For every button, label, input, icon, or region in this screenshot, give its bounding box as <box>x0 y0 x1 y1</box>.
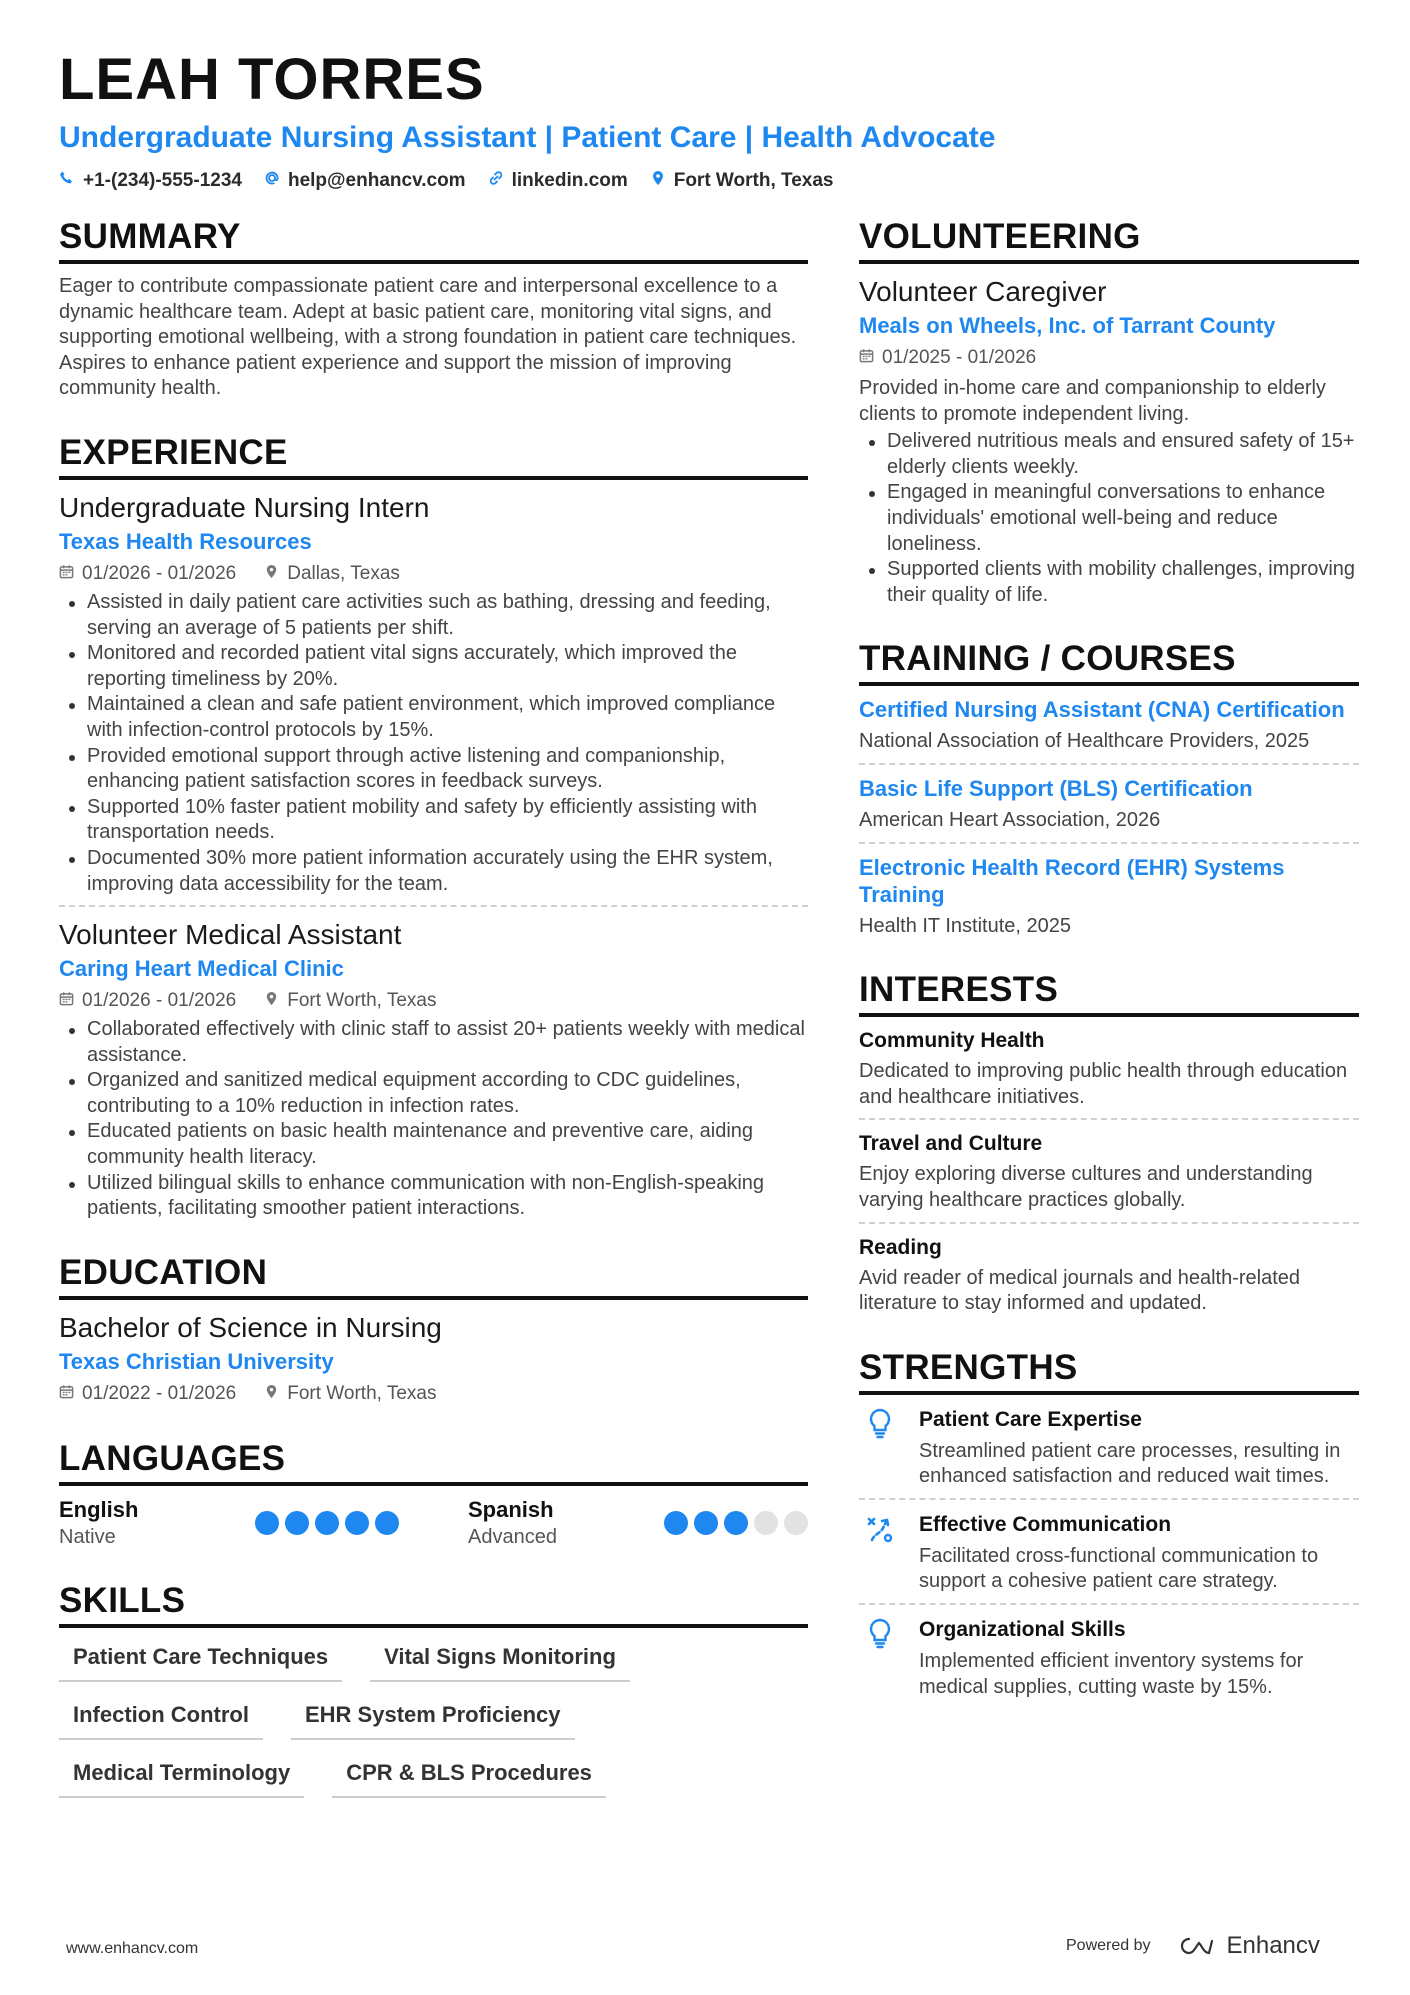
date-range <box>59 987 236 1015</box>
contact-location <box>650 170 834 192</box>
course-item <box>859 696 1359 755</box>
skill-tag: Patient Care Techniques <box>59 1638 342 1682</box>
volunteer-role: Volunteer Caregiver <box>859 276 1107 307</box>
strategy-icon <box>859 1510 901 1595</box>
section-title: VOLUNTEERING <box>859 216 1359 264</box>
bullet-item: Organized and sanitized medical equipment according to CDC guidelines, contributing to a 10% reduction in infection rates. <box>59 1068 808 1119</box>
strengths-section <box>859 1347 1359 1701</box>
course-name: Certified Nursing Assistant (CNA) Certification <box>859 697 1345 723</box>
employer: Caring Heart Medical Clinic <box>59 956 344 982</box>
location <box>264 560 400 588</box>
left-column <box>59 216 808 1828</box>
calendar-icon <box>59 987 74 1015</box>
course-detail: American Heart Association, 2026 <box>859 808 1161 831</box>
interest-detail: Enjoy exploring diverse cultures and understanding varying healthcare practices globally. <box>859 1163 1313 1211</box>
contact-text: help@enhancv.com <box>287 170 466 191</box>
section-title: EDUCATION <box>59 1252 808 1300</box>
language-item <box>468 1496 808 1550</box>
course-name: Electronic Health Record (EHR) Systems Training <box>859 854 1285 907</box>
proficiency-dots <box>664 1511 808 1535</box>
bullet-item: Engaged in meaningful conversations to enhance individuals' emotional well-being and reduce loneliness. <box>859 480 1359 557</box>
bullet-item: Utilized bilingual skills to enhance communication with non-English-speaking patients, facilitating smoother patient interactions. <box>59 1171 808 1222</box>
experience-entry <box>59 490 808 897</box>
proficiency-dot-filled <box>285 1511 309 1535</box>
powered-by-label: Powered by <box>1066 1937 1151 1954</box>
proficiency-dot-filled <box>694 1511 718 1535</box>
lightbulb-icon <box>859 1405 901 1490</box>
language-level: Native <box>59 1525 116 1548</box>
summary-text: Eager to contribute compassionate patient care and interpersonal excellence to a dynamic healthcare team. Adept at basic patient care, monitoring vital signs, and supporting emotional wellbeing, with a strong foundation in patient care techniques. Aspires to enhance patient experience and support the mission of improving community health. <box>59 275 797 400</box>
date-range <box>859 344 1036 372</box>
strength-item <box>859 1510 1359 1595</box>
bullet-item: Educated patients on basic health maintenance and preventive care, aiding community health literacy. <box>59 1119 808 1170</box>
strength-item <box>859 1615 1359 1700</box>
divider <box>859 842 1359 844</box>
footer-branding <box>1066 1932 1320 1960</box>
job-title: Undergraduate Nursing Intern <box>59 491 430 523</box>
proficiency-dots <box>255 1511 399 1535</box>
bullet-item: Delivered nutritious meals and ensured safety of 15+ elderly clients weekly. <box>859 429 1359 480</box>
at-icon <box>264 170 280 192</box>
language-list <box>59 1496 808 1550</box>
location-icon <box>264 987 279 1015</box>
date-range <box>59 560 236 588</box>
training-section <box>859 638 1359 939</box>
interest-item <box>859 1027 1359 1110</box>
entry-meta <box>59 1380 808 1408</box>
skill-tag: Medical Terminology <box>59 1754 304 1798</box>
languages-section <box>59 1438 808 1550</box>
summary-section <box>59 216 808 402</box>
section-title: STRENGTHS <box>859 1347 1359 1395</box>
brand-logo[interactable] <box>1175 1932 1320 1960</box>
contact-text: Fort Worth, Texas <box>673 170 834 191</box>
volunteer-org: Meals on Wheels, Inc. of Tarrant County <box>859 313 1276 338</box>
calendar-icon <box>859 344 874 372</box>
divider <box>859 1222 1359 1224</box>
location-text: Fort Worth, Texas <box>287 990 437 1012</box>
interest-name: Travel and Culture <box>859 1132 1043 1156</box>
date-text: 01/2026 - 01/2026 <box>82 990 237 1012</box>
bullet-item: Provided emotional support through active listening and companionship, enhancing patient satisfaction scores in feedback surveys. <box>59 744 808 795</box>
bullet-item: Monitored and recorded patient vital signs accurately, which improved the reporting timeliness by 20%. <box>59 641 808 692</box>
skill-tag: Infection Control <box>59 1696 263 1740</box>
school: Texas Christian University <box>59 1348 334 1374</box>
experience-section <box>59 432 808 1222</box>
brand-name: Enhancv <box>1226 1932 1320 1959</box>
volunteer-description: Provided in-home care and companionship to elderly clients to promote independent living. <box>859 377 1326 425</box>
skill-tag: EHR System Proficiency <box>291 1696 575 1740</box>
strength-name: Organizational Skills <box>919 1618 1126 1642</box>
language-name: English <box>59 1496 139 1522</box>
interest-name: Community Health <box>859 1029 1045 1053</box>
interest-item <box>859 1130 1359 1213</box>
location-text: Fort Worth, Texas <box>287 1382 437 1404</box>
education-section <box>59 1252 808 1408</box>
interest-detail: Avid reader of medical journals and health-related literature to stay informed and updated. <box>859 1266 1301 1315</box>
divider <box>859 763 1359 765</box>
course-detail: National Association of Healthcare Providers, 2025 <box>859 730 1310 753</box>
bullet-item: Documented 30% more patient information accurately using the EHR system, improving data accessibility for the team. <box>59 846 808 897</box>
contact-email[interactable] <box>264 170 466 192</box>
bullet-item: Assisted in daily patient care activities such as bathing, dressing and feeding, serving an average of 5 patients per shift. <box>59 590 808 641</box>
course-item <box>859 775 1359 834</box>
contact-linkedin[interactable] <box>488 170 628 192</box>
skill-tag: CPR & BLS Procedures <box>332 1754 606 1798</box>
candidate-tagline: Undergraduate Nursing Assistant | Patient Care | Health Advocate <box>59 121 996 154</box>
section-title: TRAINING / COURSES <box>859 638 1359 686</box>
skill-list <box>59 1638 808 1798</box>
resume-header <box>59 44 1359 192</box>
proficiency-dot-filled <box>345 1511 369 1535</box>
lightbulb-icon <box>859 1615 901 1700</box>
experience-entry <box>59 917 808 1222</box>
proficiency-dot-empty <box>784 1511 808 1535</box>
strength-name: Effective Communication <box>919 1512 1172 1536</box>
language-name: Spanish <box>468 1496 554 1522</box>
calendar-icon <box>59 1380 74 1408</box>
skills-section <box>59 1580 808 1798</box>
date-text: 01/2026 - 01/2026 <box>82 562 237 584</box>
phone-icon <box>59 170 75 192</box>
bullet-list <box>59 590 808 897</box>
entry-meta <box>59 560 808 588</box>
course-item <box>859 854 1359 940</box>
divider <box>859 1118 1359 1120</box>
bullet-item: Maintained a clean and safe patient environment, which improved compliance with infection-control protocols by 15%. <box>59 692 808 743</box>
contact-phone[interactable] <box>59 170 242 192</box>
strength-name: Patient Care Expertise <box>919 1407 1142 1431</box>
bullet-list <box>859 429 1359 608</box>
location <box>264 1380 436 1408</box>
proficiency-dot-filled <box>255 1511 279 1535</box>
interest-item <box>859 1234 1359 1317</box>
section-title: LANGUAGES <box>59 1438 808 1486</box>
bullet-item: Collaborated effectively with clinic staff to assist 20+ patients weekly with medical assistance. <box>59 1017 808 1068</box>
entry-meta <box>59 987 808 1015</box>
bullet-list <box>59 1017 808 1222</box>
footer-website[interactable]: www.enhancv.com <box>66 1940 199 1957</box>
degree: Bachelor of Science in Nursing <box>59 1311 442 1343</box>
bullet-item: Supported clients with mobility challenges, improving their quality of life. <box>859 557 1359 608</box>
contact-text: linkedin.com <box>511 170 628 191</box>
divider <box>59 905 808 907</box>
location-icon <box>650 170 666 192</box>
right-column <box>859 216 1359 1730</box>
strength-detail: Implemented efficient inventory systems for medical supplies, cutting waste by 15%. <box>919 1650 1304 1698</box>
language-item <box>59 1496 399 1550</box>
entry-meta <box>859 344 1359 372</box>
proficiency-dot-empty <box>754 1511 778 1535</box>
section-title: EXPERIENCE <box>59 432 808 480</box>
proficiency-dot-filled <box>375 1511 399 1535</box>
location-text: Dallas, Texas <box>287 562 400 584</box>
contact-text: +1-(234)-555-1234 <box>83 170 242 191</box>
strength-item <box>859 1405 1359 1490</box>
date-text: 01/2025 - 01/2026 <box>882 347 1037 368</box>
location <box>264 987 436 1015</box>
enhancv-logo-icon <box>1175 1934 1219 1958</box>
section-title: SKILLS <box>59 1580 808 1628</box>
strength-detail: Streamlined patient care processes, resulting in enhanced satisfaction and reduced wait times. <box>919 1439 1341 1488</box>
proficiency-dot-filled <box>724 1511 748 1535</box>
proficiency-dot-filled <box>664 1511 688 1535</box>
skill-tag: Vital Signs Monitoring <box>370 1638 630 1682</box>
date-text: 01/2022 - 01/2026 <box>82 1382 237 1404</box>
course-name: Basic Life Support (BLS) Certification <box>859 775 1253 801</box>
location-icon <box>264 1380 279 1408</box>
strength-detail: Facilitated cross-functional communication to support a cohesive patient care strategy. <box>919 1544 1319 1593</box>
section-title: SUMMARY <box>59 216 808 264</box>
date-range <box>59 1380 236 1408</box>
language-level: Advanced <box>468 1525 557 1548</box>
divider <box>859 1603 1359 1605</box>
bullet-item: Supported 10% faster patient mobility and safety by efficiently assisting with transportation needs. <box>59 795 808 846</box>
calendar-icon <box>59 560 74 588</box>
contact-bar <box>59 170 1359 192</box>
employer: Texas Health Resources <box>59 528 312 554</box>
interests-section <box>859 969 1359 1317</box>
interest-detail: Dedicated to improving public health through education and healthcare initiatives. <box>859 1060 1348 1108</box>
course-detail: Health IT Institute, 2025 <box>859 914 1071 937</box>
link-icon <box>488 170 504 192</box>
location-icon <box>264 560 279 588</box>
candidate-name: LEAH TORRES <box>59 47 485 112</box>
divider <box>859 1498 1359 1500</box>
job-title: Volunteer Medical Assistant <box>59 919 402 951</box>
section-title: INTERESTS <box>859 969 1359 1017</box>
interest-name: Reading <box>859 1235 942 1259</box>
volunteering-section <box>859 216 1359 608</box>
proficiency-dot-filled <box>315 1511 339 1535</box>
